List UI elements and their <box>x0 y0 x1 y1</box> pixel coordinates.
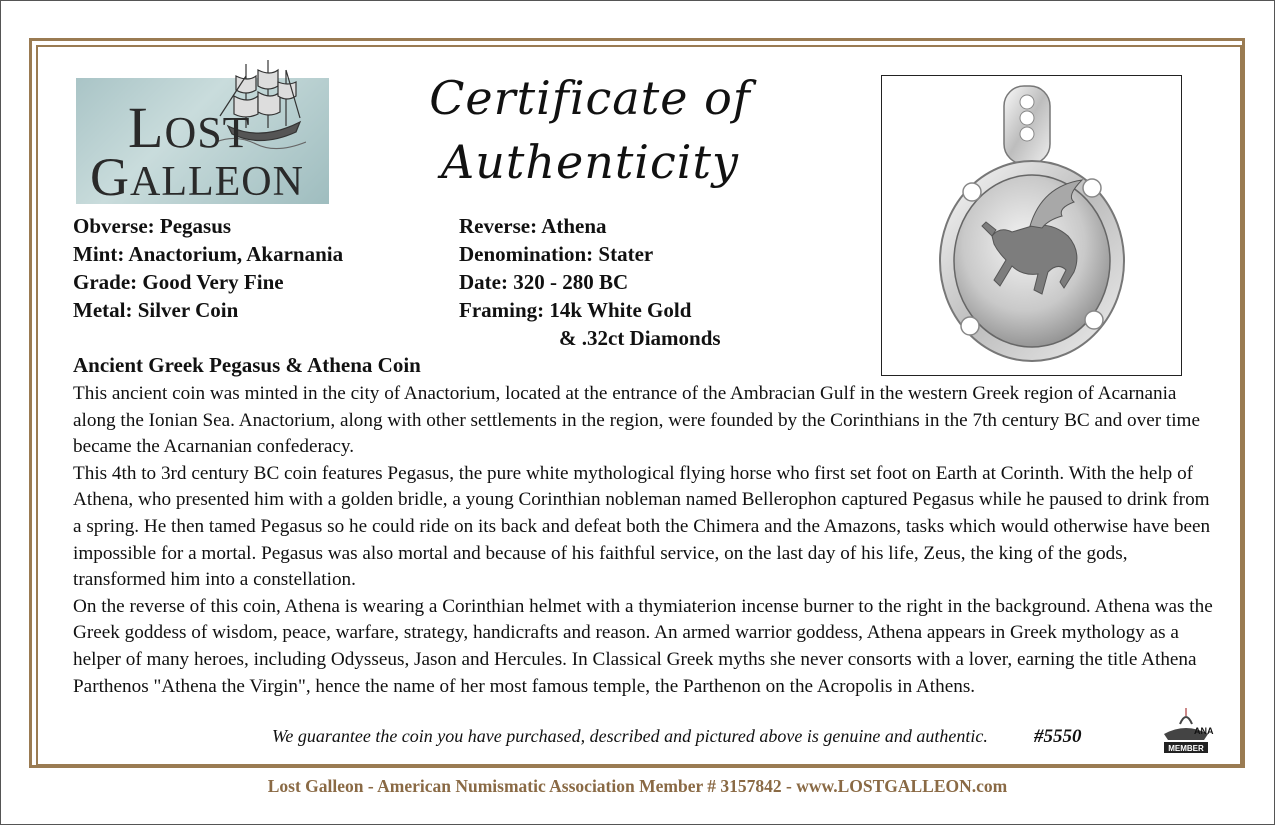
spec-mint: Mint: Anactorium, Akarnania <box>73 242 344 266</box>
coin-pendant-illustration <box>882 76 1181 375</box>
spec-denomination: Denomination: Stater <box>459 242 654 266</box>
spec-framing: Framing: 14k White Gold <box>459 298 692 322</box>
description-body <box>73 381 1213 700</box>
description-heading: Ancient Greek Pegasus & Athena Coin <box>73 353 421 377</box>
lost-galleon-logo <box>76 56 329 204</box>
coin-pendant-image <box>881 75 1182 376</box>
specs-right-column <box>459 212 721 352</box>
spec-metal: Metal: Silver Coin <box>73 298 239 322</box>
spec-obverse: Obverse: Pegasus <box>73 214 232 238</box>
title-line-2: Authenticity <box>441 135 739 189</box>
certificate-number: #5550 <box>1034 726 1082 747</box>
specs-left-column <box>73 212 343 324</box>
logo-text-galleon: GALLEON <box>90 147 304 204</box>
ana-member-badge-icon <box>1150 704 1222 756</box>
ana-badge-top-text: ANA <box>1194 726 1214 736</box>
spec-date: Date: 320 - 280 BC <box>459 270 629 294</box>
logo-text-lost: LOST <box>128 95 251 160</box>
description-paragraph: This ancient coin was minted in the city of Anactorium, located at the entrance of the Ambracian Gulf in the western Greek region of Acarnania along the Ionian Sea. Anactorium, along with other settlements in the region, were founded by the Corinthians in the 7th century BC and over time became the Acarnanian confederacy. <box>73 383 1201 458</box>
title-line-1: Certificate of <box>429 71 751 125</box>
description-paragraph: This 4th to 3rd century BC coin features Pegasus, the pure white mythological flying horse who first set foot on Earth at Corinth. With the help of Athena, who presented him with a golden bridle, a young Corinthian nobleman named Bellerophon captured Pegasus while he paused to drink from a spring. He then tamed Pegasus so he could ride on its back and defeat both the Chimera and the Amazons, tasks which would otherwise have been impossible for a mortal. Pegasus was also mortal and because of his faithful service, on the last day of his life, Zeus, the king of the gods, transformed him into a constellation. <box>73 462 1211 591</box>
description-paragraph: On the reverse of this coin, Athena is wearing a Corinthian helmet with a thymiaterion incense burner to the right in the background. Athena was the Greek goddess of wisdom, peace, warfare, strategy, handicrafts and reason. An armed warrior goddess, Athena appears in Greek mythology as a helper of many heroes, including Odysseus, Jason and Hercules. In Classical Greek myths she never consorts with a lover, earning the title Athena Parthenos "Athena the Virgin", hence the name of her most famous temple, the Parthenon on the Acropolis in Athens. <box>73 595 1213 697</box>
spec-framing-diamonds: & .32ct Diamonds <box>559 326 721 350</box>
ana-badge-bottom-text: MEMBER <box>1168 744 1204 753</box>
spec-reverse: Reverse: Athena <box>459 214 607 238</box>
certificate-title <box>420 66 760 194</box>
footer-contact: Lost Galleon - American Numismatic Association Member # 3157842 - www.LOSTGALLEON.com <box>267 776 1008 796</box>
guarantee-statement: We guarantee the coin you have purchased, described and pictured above is genuine and authentic. <box>272 726 988 746</box>
spec-grade: Grade: Good Very Fine <box>73 270 284 294</box>
